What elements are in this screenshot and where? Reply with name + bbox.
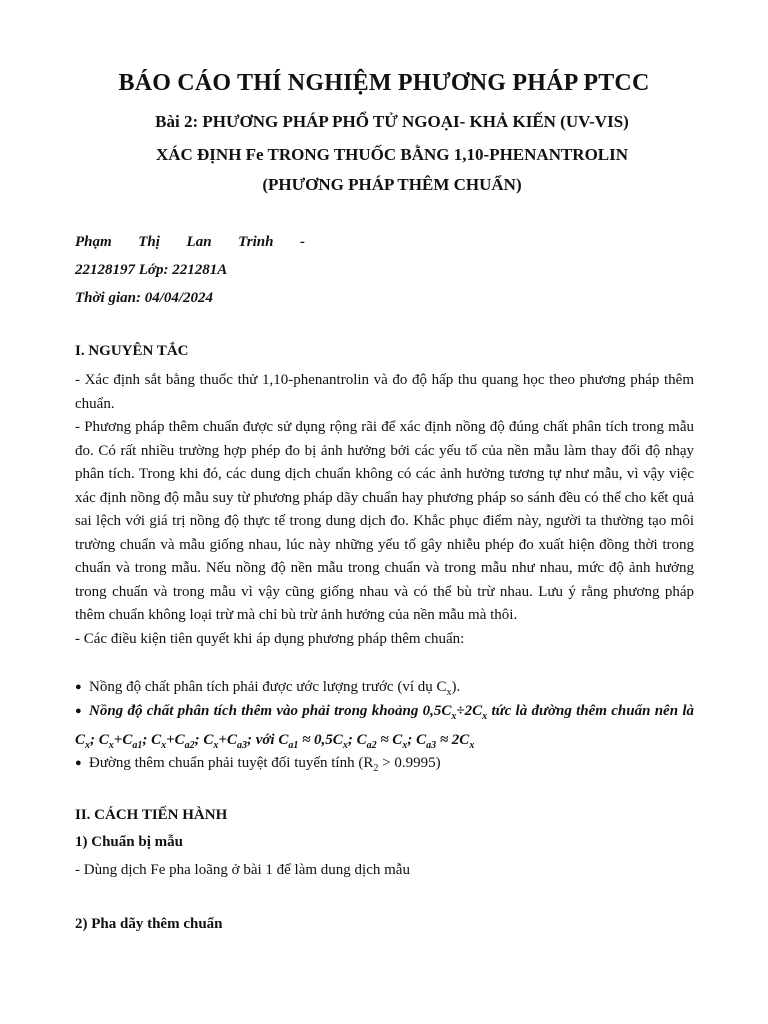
method-name: (PHƯƠNG PHÁP THÊM CHUẨN) xyxy=(262,175,522,194)
report-date: Thời gian: 04/04/2024 xyxy=(75,290,214,306)
subscript: x xyxy=(482,711,488,722)
subscript: a1 xyxy=(288,739,299,751)
subscript: x xyxy=(108,739,114,751)
subscript: a1 xyxy=(132,739,143,751)
bullet-icon: ● xyxy=(75,705,82,717)
list-item-text: +C xyxy=(218,731,237,748)
list-item-text: Nồng độ chất phân tích thêm vào phải trong khoảng 0,5C xyxy=(89,703,452,719)
list-item-text: ; C xyxy=(347,731,367,748)
list-item-text: Đường thêm chuẩn phải tuyệt đối tuyến tính (R xyxy=(89,755,374,771)
subscript: x xyxy=(451,711,457,722)
subsection-heading-sample-prep: 1) Chuẩn bị mẫu xyxy=(75,834,183,850)
subscript: x xyxy=(342,739,348,751)
sample-prep-text: - Dùng dịch Fe pha loãng ở bài 1 để làm dung dịch mẫu xyxy=(75,862,410,878)
author-name-word: Trinh xyxy=(238,234,274,250)
student-id-class: 22128197 Lớp: 221281A xyxy=(75,262,228,278)
list-item-text: +C xyxy=(113,731,133,748)
list-item-text: Nồng độ chất phân tích phải được ước lượng trước (ví dụ C xyxy=(89,679,447,695)
list-item-text: ; C xyxy=(90,731,109,748)
list-item-text: > 0.9995) xyxy=(378,755,441,771)
list-item-text: ; C xyxy=(194,731,214,748)
paragraph: - Phương pháp thêm chuẩn được sử dụng rộng rãi để xác định nồng độ đúng chất phân tích trong mẫu đo. Có rất nhiều trường hợp phép đo bị ảnh hưởng bởi các yếu tố của nền mẫu làm thay đổi độ nhạy phân tích. Trong khi đó, các dung dịch chuẩn không có các ảnh hưởng tương tự như mẫu, vì vậy việc xác định nồng độ mẫu suy từ phương pháp dãy chuẩn hay phương pháp so sánh đều có thể cho kết quả sai lệch với giá trị nồng độ thực tế trong dung dịch đo. Khắc phục điểm này, người ta thường tạo môi trường chuẩn và mẫu giống nhau, lúc này những yếu tố gây nhiễu phép đo xuất hiện đồng thời trong chuẩn và trong mẫu. Nếu nồng độ nền mẫu trong chuẩn và trong mẫu như nhau, mức độ ảnh hưởng trong chuẩn và trong mẫu vì vậy cũng giống nhau và có thể bù trừ nhau. Lưu ý rằng phương pháp thêm chuẩn không loại trừ mà chỉ bù trừ ảnh hưởng của nền mẫu mà thôi. xyxy=(75,419,694,623)
subscript: x xyxy=(161,739,167,751)
subscript: a2 xyxy=(184,739,195,751)
list-item-text: ≈ 2C xyxy=(436,731,470,748)
list-item-text: ; C xyxy=(142,731,162,748)
lab-subtitle: Bài 2: PHƯƠNG PHÁP PHỔ TỬ NGOẠI- KHẢ KIẾN (UV-VIS) xyxy=(155,112,629,131)
subscript: a3 xyxy=(426,739,437,751)
list-item xyxy=(75,752,694,781)
report-title: BÁO CÁO THÍ NGHIỆM PHƯƠNG PHÁP PTCC xyxy=(118,70,650,96)
subscript: x xyxy=(85,739,91,751)
author-name xyxy=(75,234,305,251)
list-item-text: ). xyxy=(451,679,461,695)
bullet-icon: ● xyxy=(75,681,82,693)
paragraph: - Xác định sắt bằng thuốc thử 1,10-phenantrolin và đo độ hấp thu quang học theo phương pháp thêm chuẩn. xyxy=(75,372,694,412)
author-name-word: Lan xyxy=(186,234,212,250)
subscript: x xyxy=(402,739,408,751)
subscript: 2 xyxy=(373,763,379,774)
list-item-text: ≈ 0,5C xyxy=(298,731,343,748)
list-item-text: ≈ C xyxy=(376,731,403,748)
list-item xyxy=(75,700,694,757)
lab-topic: XÁC ĐỊNH Fe TRONG THUỐC BẰNG 1,10-PHENANTROLIN xyxy=(155,145,629,164)
author-name-word: Phạm xyxy=(75,234,112,250)
paragraph: - Các điều kiện tiên quyết khi áp dụng phương pháp thêm chuẩn: xyxy=(75,630,465,647)
list-item-text: ; với C xyxy=(246,731,289,748)
subscript: x xyxy=(213,739,219,751)
bullet-icon: ● xyxy=(75,757,82,769)
list-item-text: +C xyxy=(166,731,185,748)
list-item-text: ; C xyxy=(407,731,427,748)
subscript: a3 xyxy=(236,739,247,751)
subsection-heading-standard-addition: 2) Pha dãy thêm chuẩn xyxy=(75,916,223,932)
list-item-text: ÷2C xyxy=(456,703,483,719)
section-heading-procedure: II. CÁCH TIẾN HÀNH xyxy=(75,807,228,823)
principle-body xyxy=(75,369,694,651)
author-name-dash: - xyxy=(300,234,305,250)
subscript: x xyxy=(446,687,452,698)
list-item-text: tức là đường thêm chuẩn nên là C xyxy=(75,703,694,748)
subscript: x xyxy=(469,739,475,751)
author-name-word: Thị xyxy=(138,234,160,250)
subscript: a2 xyxy=(366,739,377,751)
section-heading-principle: I. NGUYÊN TẮC xyxy=(75,343,189,359)
